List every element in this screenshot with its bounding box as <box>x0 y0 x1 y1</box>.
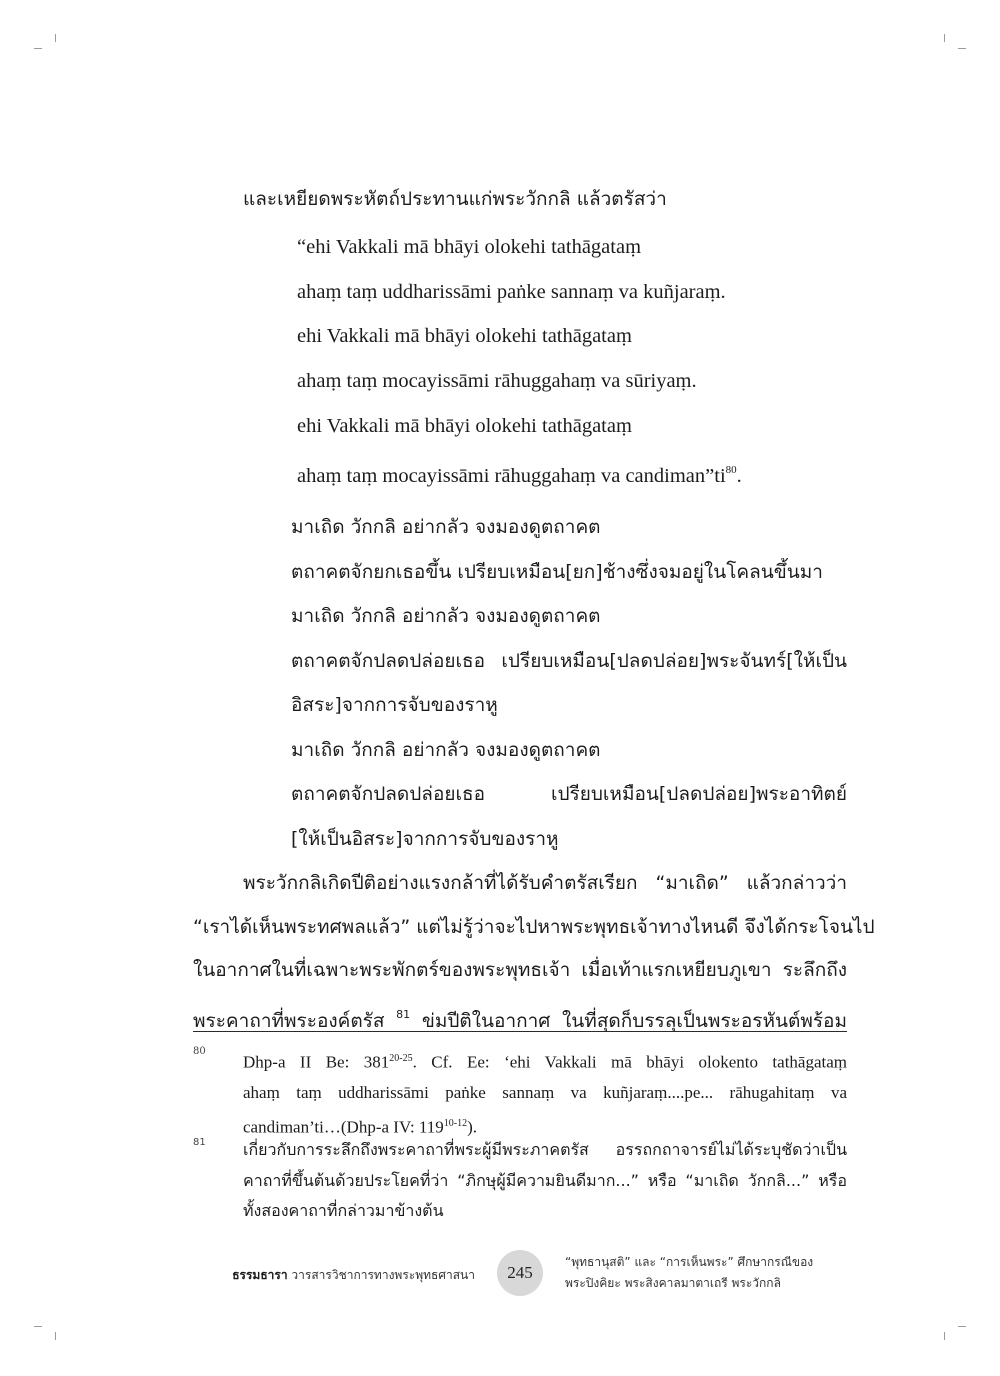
crop-mark <box>958 48 966 49</box>
pali-verse <box>297 232 742 500</box>
footnote-80 <box>193 1044 847 1143</box>
footnote-text: ). <box>467 1117 478 1137</box>
crop-mark <box>944 34 945 42</box>
footnote-divider <box>193 1031 847 1032</box>
thai-verse-line: มาเถิด วักกลิ อย่ากลัว จงมองดูตถาคต <box>291 605 601 627</box>
article-title-line: “พุทธานุสติ” และ “การเห็นพระ” ศึกษากรณีของ <box>565 1255 814 1269</box>
journal-name: ธรรมธารา <box>232 1268 288 1282</box>
footnote-ref-81[interactable]: 81 <box>396 1007 411 1021</box>
paragraph-line: ในอากาศในที่เฉพาะพระพักตร์ของพระพุทธเจ้า เมื่อเท้าแรกเหยียบภูเขา ระลึกถึง <box>193 959 847 981</box>
journal-title <box>232 1266 475 1285</box>
crop-mark <box>944 1332 945 1340</box>
pali-verse-text: ahaṃ taṃ mocayissāmi rāhuggahaṃ va candiman”ti <box>297 465 726 488</box>
crop-mark <box>34 1326 42 1327</box>
footnote-line: คาถาที่ขึ้นต้นด้วยประโยคที่ว่า “ภิกษุผู้มีความยินดีมาก...” หรือ “มาเถิด วักกลิ...” หรือ <box>243 1170 847 1190</box>
crop-mark <box>55 34 56 42</box>
thai-verse-line: ตถาคตจักยกเธอขึ้น เปรียบเหมือน[ยก]ช้างซึ่งจมอยู่ในโคลนขึ้นมา <box>291 560 823 583</box>
paragraph-line <box>193 993 847 1044</box>
footnote-number: 80 <box>193 1046 206 1057</box>
pali-verse-line-last <box>297 455 742 500</box>
thai-verse-line: [ให้เป็นอิสระ]จากการจับของราหู <box>291 827 559 850</box>
pali-verse-end: . <box>736 465 742 488</box>
footnote-sup: 10-12 <box>443 1117 468 1129</box>
page-number: 245 <box>497 1250 543 1296</box>
thai-verse-line: ตถาคตจักปลดปล่อยเธอ เปรียบเหมือน[ปลดปล่อย]พระอาทิตย์ <box>291 783 847 805</box>
footnote-line <box>243 1044 847 1078</box>
article-title-line: พระปิงคิยะ พระสิงคาลมาตาเถรี พระวักกลิ <box>565 1276 781 1290</box>
body-paragraph <box>193 862 875 1043</box>
footnote-text: Dhp-a II Be: 381 <box>243 1052 390 1072</box>
crop-mark <box>34 48 42 49</box>
paragraph-text: พระคาถาที่พระองค์ตรัส <box>193 1009 385 1032</box>
crop-mark <box>55 1332 56 1340</box>
thai-verse-line: ตถาคตจักปลดปล่อยเธอ เปรียบเหมือน[ปลดปล่อย]พระจันทร์[ให้เป็น <box>291 649 847 672</box>
thai-verse-line: อิสระ]จากการจับของราหู <box>291 694 498 716</box>
pali-verse-line: “ehi Vakkali mā bhāyi olokehi tathāgataṃ <box>297 236 642 258</box>
thai-verse-line: มาเถิด วักกลิ อย่ากลัว จงมองดูตถาคต <box>291 516 601 538</box>
article-title <box>565 1252 813 1294</box>
footnote-line: ทั้งสองคาถาที่กล่าวมาข้างต้น <box>243 1201 444 1220</box>
footnote-81 <box>193 1135 847 1227</box>
footnote-text: . Cf. Ee: ‘ehi Vakkali mā bhāyi olokento tathāgataṃ <box>412 1052 847 1072</box>
pali-verse-line: ahaṃ taṃ mocayissāmi rāhuggahaṃ va sūriyaṃ. <box>297 370 697 393</box>
footnote-line: ahaṃ taṃ uddharissāmi paṅke sannaṃ va kuñjaraṃ....pe... rāhugahitaṃ va <box>243 1083 847 1103</box>
journal-subtitle: วารสารวิชาการทางพระพุทธศาสนา <box>291 1268 475 1282</box>
crop-mark <box>958 1326 966 1327</box>
footnote-ref-80[interactable]: 80 <box>725 464 737 477</box>
thai-verse-line: มาเถิด วักกลิ อย่ากลัว จงมองดูตถาคต <box>291 738 601 761</box>
footnote-sup: 20-25 <box>389 1053 413 1064</box>
intro-line: และเหยียดพระหัตถ์ประทานแก่พระวักกลิ แล้วตรัสว่า <box>243 188 667 210</box>
paragraph-text: ข่มปีติในอากาศ ในที่สุดก็บรรลุเป็นพระอรหันต์พร้อม <box>410 1009 847 1032</box>
paragraph-line: “เราได้เห็นพระทศพลแล้ว” แต่ไม่รู้ว่าจะไปหาพระพุทธเจ้าทางไหนดี จึงได้กระโจนไป <box>193 915 875 938</box>
footnote-text: candiman’ti…(Dhp-a IV: 119 <box>243 1117 444 1137</box>
pali-verse-line: ahaṃ taṃ uddharissāmi paṅke sannaṃ va kuñjaraṃ. <box>297 280 726 303</box>
pali-verse-line: ehi Vakkali mā bhāyi olokehi tathāgataṃ <box>297 414 632 437</box>
footnote-number: 81 <box>193 1137 206 1148</box>
paragraph-line: พระวักกลิเกิดปีติอย่างแรงกล้าที่ได้รับคำตรัสเรียก “มาเถิด” แล้วกล่าวว่า <box>243 872 847 894</box>
footnote-line: เกี่ยวกับการระลึกถึงพระคาถาที่พระผู้มีพระภาคตรัส อรรถกถาจารย์ไม่ได้ระบุชัดว่าเป็น <box>243 1140 847 1159</box>
thai-translation <box>291 505 847 861</box>
pali-verse-line: ehi Vakkali mā bhāyi olokehi tathāgataṃ <box>297 325 632 348</box>
